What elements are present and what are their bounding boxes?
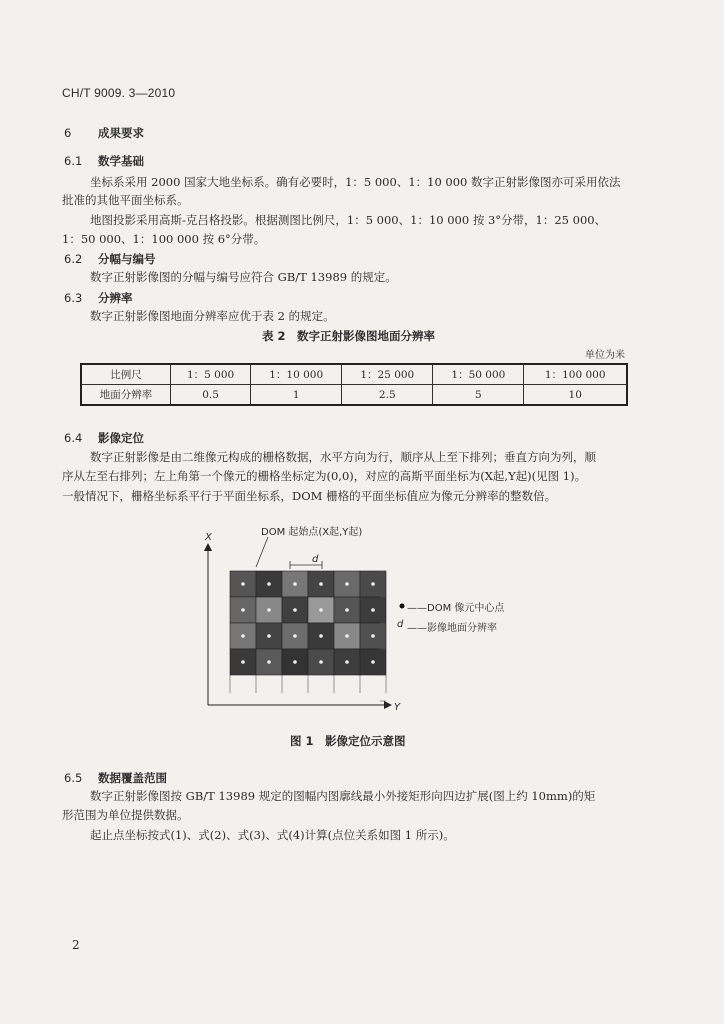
section-6-4-heading: 6.4 影像定位 (64, 431, 144, 445)
raster-grid (230, 571, 386, 701)
table-row (81, 364, 627, 385)
pixel-center-point (267, 660, 271, 664)
pixel-center-point (319, 582, 323, 586)
section-6-3-heading: 6.3 分辨率 (64, 291, 133, 305)
pixel-center-point (241, 634, 245, 638)
paragraph-coverage-line2: 形范围为单位提供数据。 (62, 808, 189, 822)
legend-center-text: ——DOM 像元中心点 (407, 603, 505, 614)
table-cell: 1：100 000 (524, 364, 627, 385)
figure-x-axis-label: X (205, 532, 212, 543)
pixel-center-point (345, 582, 349, 586)
page-number: 2 (72, 938, 80, 952)
paragraph-sheet-numbering: 数字正射影像图的分幅与编号应符合 GB/T 13989 的规定。 (90, 270, 397, 284)
pixel-center-point (319, 634, 323, 638)
table-cell: 1：10 000 (251, 364, 342, 385)
table-unit-note: 单位为米 (585, 350, 625, 361)
paragraph-coordinate-line1: 坐标系采用 2000 国家大地坐标系。确有必要时，1：5 000、1：10 000 数字正射影像图亦可采用依法 (90, 175, 621, 189)
pixel-center-point (345, 634, 349, 638)
paragraph-positioning-line2: 序从左至右排列；左上角第一个像元的栅格坐标定为(0,0)，对应的高斯平面坐标为(X起,Y起)(见图 1)。 (62, 469, 587, 483)
table-2-caption: 表 2 数字正射影像图地面分辨率 (262, 329, 436, 343)
figure-y-axis-label: Y (394, 702, 401, 713)
pixel-center-point (293, 634, 297, 638)
table-row (81, 385, 627, 406)
pixel-center-point (371, 608, 375, 612)
table-cell: 2.5 (342, 385, 433, 406)
paragraph-coordinate-line2: 批准的其他平面坐标系。 (62, 193, 189, 207)
paragraph-projection-line1: 地图投影采用高斯-克吕格投影。根据测图比例尺，1：5 000、1：10 000 按 3°分带，1：25 000、 (90, 213, 607, 227)
section-6-5-heading: 6.5 数据覆盖范围 (64, 771, 167, 785)
table-cell: 1：5 000 (171, 364, 251, 385)
section-6-1-heading: 6.1 数学基础 (64, 154, 144, 168)
pixel-center-point (241, 582, 245, 586)
figure-1-raster-diagram (190, 515, 610, 720)
table-cell: 地面分辨率 (81, 385, 171, 406)
pixel-center-point (345, 608, 349, 612)
figure-d-label: d (312, 554, 319, 565)
origin-pointer-line (256, 537, 268, 567)
pixel-center-point (293, 660, 297, 664)
pixel-center-point (371, 582, 375, 586)
pixel-center-point (293, 608, 297, 612)
paragraph-positioning-line1: 数字正射影像是由二维像元构成的栅格数据，水平方向为行，顺序从上至下排列；垂直方向为列，顺 (90, 450, 596, 464)
resolution-table (80, 363, 628, 406)
section-6-heading: 6 成果要求 (64, 126, 144, 140)
pixel-center-point (319, 660, 323, 664)
pixel-center-point (371, 634, 375, 638)
legend-d-text: ——影像地面分辨率 (407, 623, 497, 634)
pixel-center-point (241, 660, 245, 664)
table-cell: 1：50 000 (433, 364, 524, 385)
table-cell: 10 (524, 385, 627, 406)
table-cell: 1 (251, 385, 342, 406)
paragraph-projection-line2: 1：50 000、1：100 000 按 6°分带。 (62, 232, 266, 246)
paragraph-coverage-line1: 数字正射影像图按 GB/T 13989 规定的图幅内图廓线最小外接矩形向四边扩展(图上约 10mm)的矩 (90, 789, 596, 803)
legend-center-point-icon (400, 604, 405, 609)
table-cell: 0.5 (171, 385, 251, 406)
table-cell: 比例尺 (81, 364, 171, 385)
figure-origin-label: DOM 起始点(X起,Y起) (261, 527, 363, 538)
pixel-center-point (345, 660, 349, 664)
figure-1-caption: 图 1 影像定位示意图 (290, 734, 406, 748)
legend-d-symbol: d (397, 619, 404, 630)
table-cell: 5 (433, 385, 524, 406)
paragraph-formula-reference: 起止点坐标按式(1)、式(2)、式(3)、式(4)计算(点位关系如图 1 所示)。 (90, 828, 455, 842)
pixel-center-point (371, 660, 375, 664)
pixel-center-point (319, 608, 323, 612)
pixel-center-point (241, 608, 245, 612)
pixel-center-point (267, 582, 271, 586)
table-cell: 1：25 000 (342, 364, 433, 385)
section-6-2-heading: 6.2 分幅与编号 (64, 252, 156, 266)
paragraph-resolution: 数字正射影像图地面分辨率应优于表 2 的规定。 (90, 309, 335, 323)
pixel-center-point (293, 582, 297, 586)
pixel-center-point (267, 608, 271, 612)
standard-code-header: CH/T 9009. 3—2010 (62, 86, 176, 100)
paragraph-positioning-line3: 一般情况下，栅格坐标系平行于平面坐标系，DOM 栅格的平面坐标值应为像元分辨率的整数倍。 (62, 489, 557, 503)
pixel-center-point (267, 634, 271, 638)
